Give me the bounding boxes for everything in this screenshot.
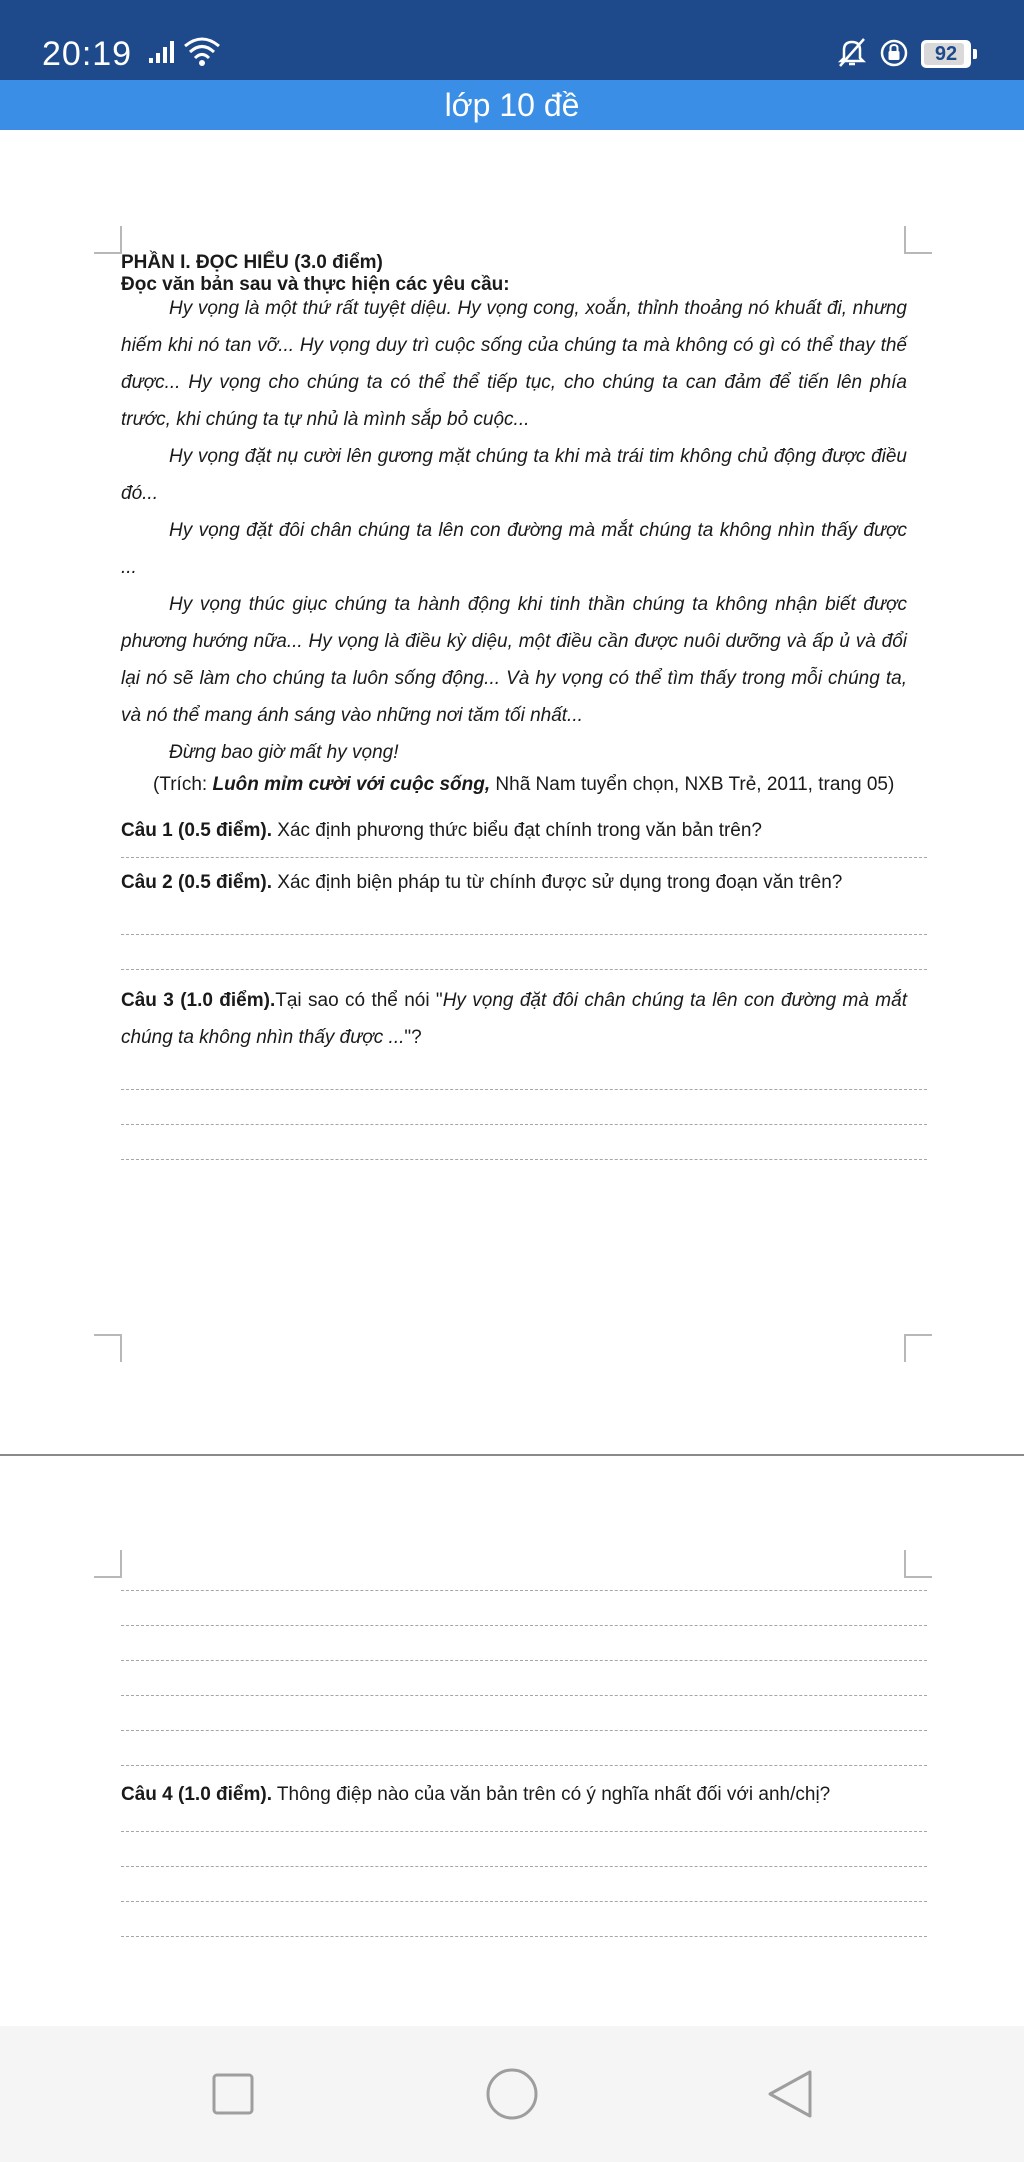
document-title-bar [0,80,1024,130]
mute-icon [836,36,868,68]
recent-apps-button[interactable] [203,2064,263,2124]
question-label: Câu 2 (0.5 điểm). [121,872,272,893]
page-corner-mark [94,1550,122,1578]
status-bar [0,0,1024,80]
answer-line [121,1660,927,1661]
passage-paragraph: Hy vọng đặt đôi chân chúng ta lên con đường mà mắt chúng ta không nhìn thấy được ... [121,520,907,578]
battery-icon [921,40,971,68]
page-corner-mark [94,1334,122,1362]
answer-line [121,1765,927,1766]
page-corner-mark [904,226,932,254]
home-button[interactable] [482,2064,542,2124]
citation-prefix: (Trích: [153,774,213,795]
answer-line [121,1159,927,1160]
question-1 [121,812,907,849]
answer-line [121,969,927,970]
answer-line [121,1866,927,1867]
answer-line [121,1625,927,1626]
document-page-2[interactable] [0,1456,1024,2026]
signal-icon [148,38,176,64]
question-quote: Hy vọng đặt đôi chân chúng ta lên con đường mà mắt chúng ta không nhìn thấy được ... [121,990,907,1048]
page-corner-mark [904,1550,932,1578]
question-text: Xác định biện pháp tu từ chính được sử dụng trong đoạn văn trên? [272,872,843,893]
navigation-bar [0,2026,1024,2162]
answer-line [121,934,927,935]
document-page-1[interactable] [0,130,1024,1454]
section-heading: PHẦN I. ĐỌC HIỂU (3.0 điểm) [121,252,383,273]
document-title: lớp 10 đề [444,87,580,123]
answer-line [121,1089,927,1090]
citation-suffix: Nhã Nam tuyển chọn, NXB Trẻ, 2011, trang 05) [490,774,895,795]
passage-paragraph: Hy vọng là một thứ rất tuyệt diệu. Hy vọng cong, xoắn, thỉnh thoảng nó khuất đi, nhưng hiếm khi nó tan vỡ... Hy vọng duy trì cuộc sống của chúng ta mà không có gì có thể thay thế được... Hy vọng cho chúng ta có thể thể tiếp tục, cho chúng ta can đảm để tiến lên phía trước, khi chúng ta tự nhủ là mình sắp bỏ cuộc... [121,298,907,430]
answer-line [121,1590,927,1591]
answer-line [121,1901,927,1902]
answer-line [121,1831,927,1832]
section-instruction: Đọc văn bản sau và thực hiện các yêu cầu: [121,274,510,295]
lock-icon [879,38,909,68]
passage-paragraph: Hy vọng đặt nụ cười lên gương mặt chúng ta khi mà trái tim không chủ động được điều đó... [121,446,907,504]
page-corner-mark [904,1334,932,1362]
battery-tip [973,49,977,59]
document-body-continued [121,1590,907,1937]
question-text-suffix: "? [404,1027,422,1048]
page-corner-mark [94,226,122,254]
question-3 [121,982,907,1056]
passage-closing: Đừng bao giờ mất hy vọng! [169,742,399,763]
question-4 [121,1776,907,1813]
wifi-icon [182,36,222,68]
answer-line [121,1730,927,1731]
question-2 [121,864,907,901]
passage-paragraph: Hy vọng thúc giục chúng ta hành động khi tinh thần chúng ta không nhận biết được phương hướng nữa... Hy vọng là điều kỳ diệu, một điều cần được nuôi dưỡng và ấp ủ và đổi lại nó sẽ làm cho chúng ta luôn sống động... Và hy vọng có thể tìm thấy trong mỗi chúng ta, và nó thể mang ánh sáng vào những nơi tăm tối nhất... [121,594,907,726]
citation-book-title: Luôn mỉm cười với cuộc sống, [212,774,491,795]
question-text: Xác định phương thức biểu đạt chính trong văn bản trên? [272,820,763,841]
back-button[interactable] [760,2064,820,2124]
question-label: Câu 1 (0.5 điểm). [121,820,272,841]
answer-line [121,1695,927,1696]
document-body [121,252,907,1160]
question-text: Thông điệp nào của văn bản trên có ý nghĩa nhất đối với anh/chị? [272,1784,831,1805]
question-label: Câu 4 (1.0 điểm). [121,1784,272,1805]
question-text-prefix: Tại sao có thể nói " [275,990,443,1011]
answer-line [121,1124,927,1125]
answer-line [121,1936,927,1937]
passage-citation [121,771,907,798]
question-label: Câu 3 (1.0 điểm). [121,990,276,1011]
answer-line [121,857,927,858]
status-time: 20:19 [42,35,133,73]
battery-level-text: 92 [934,43,958,65]
